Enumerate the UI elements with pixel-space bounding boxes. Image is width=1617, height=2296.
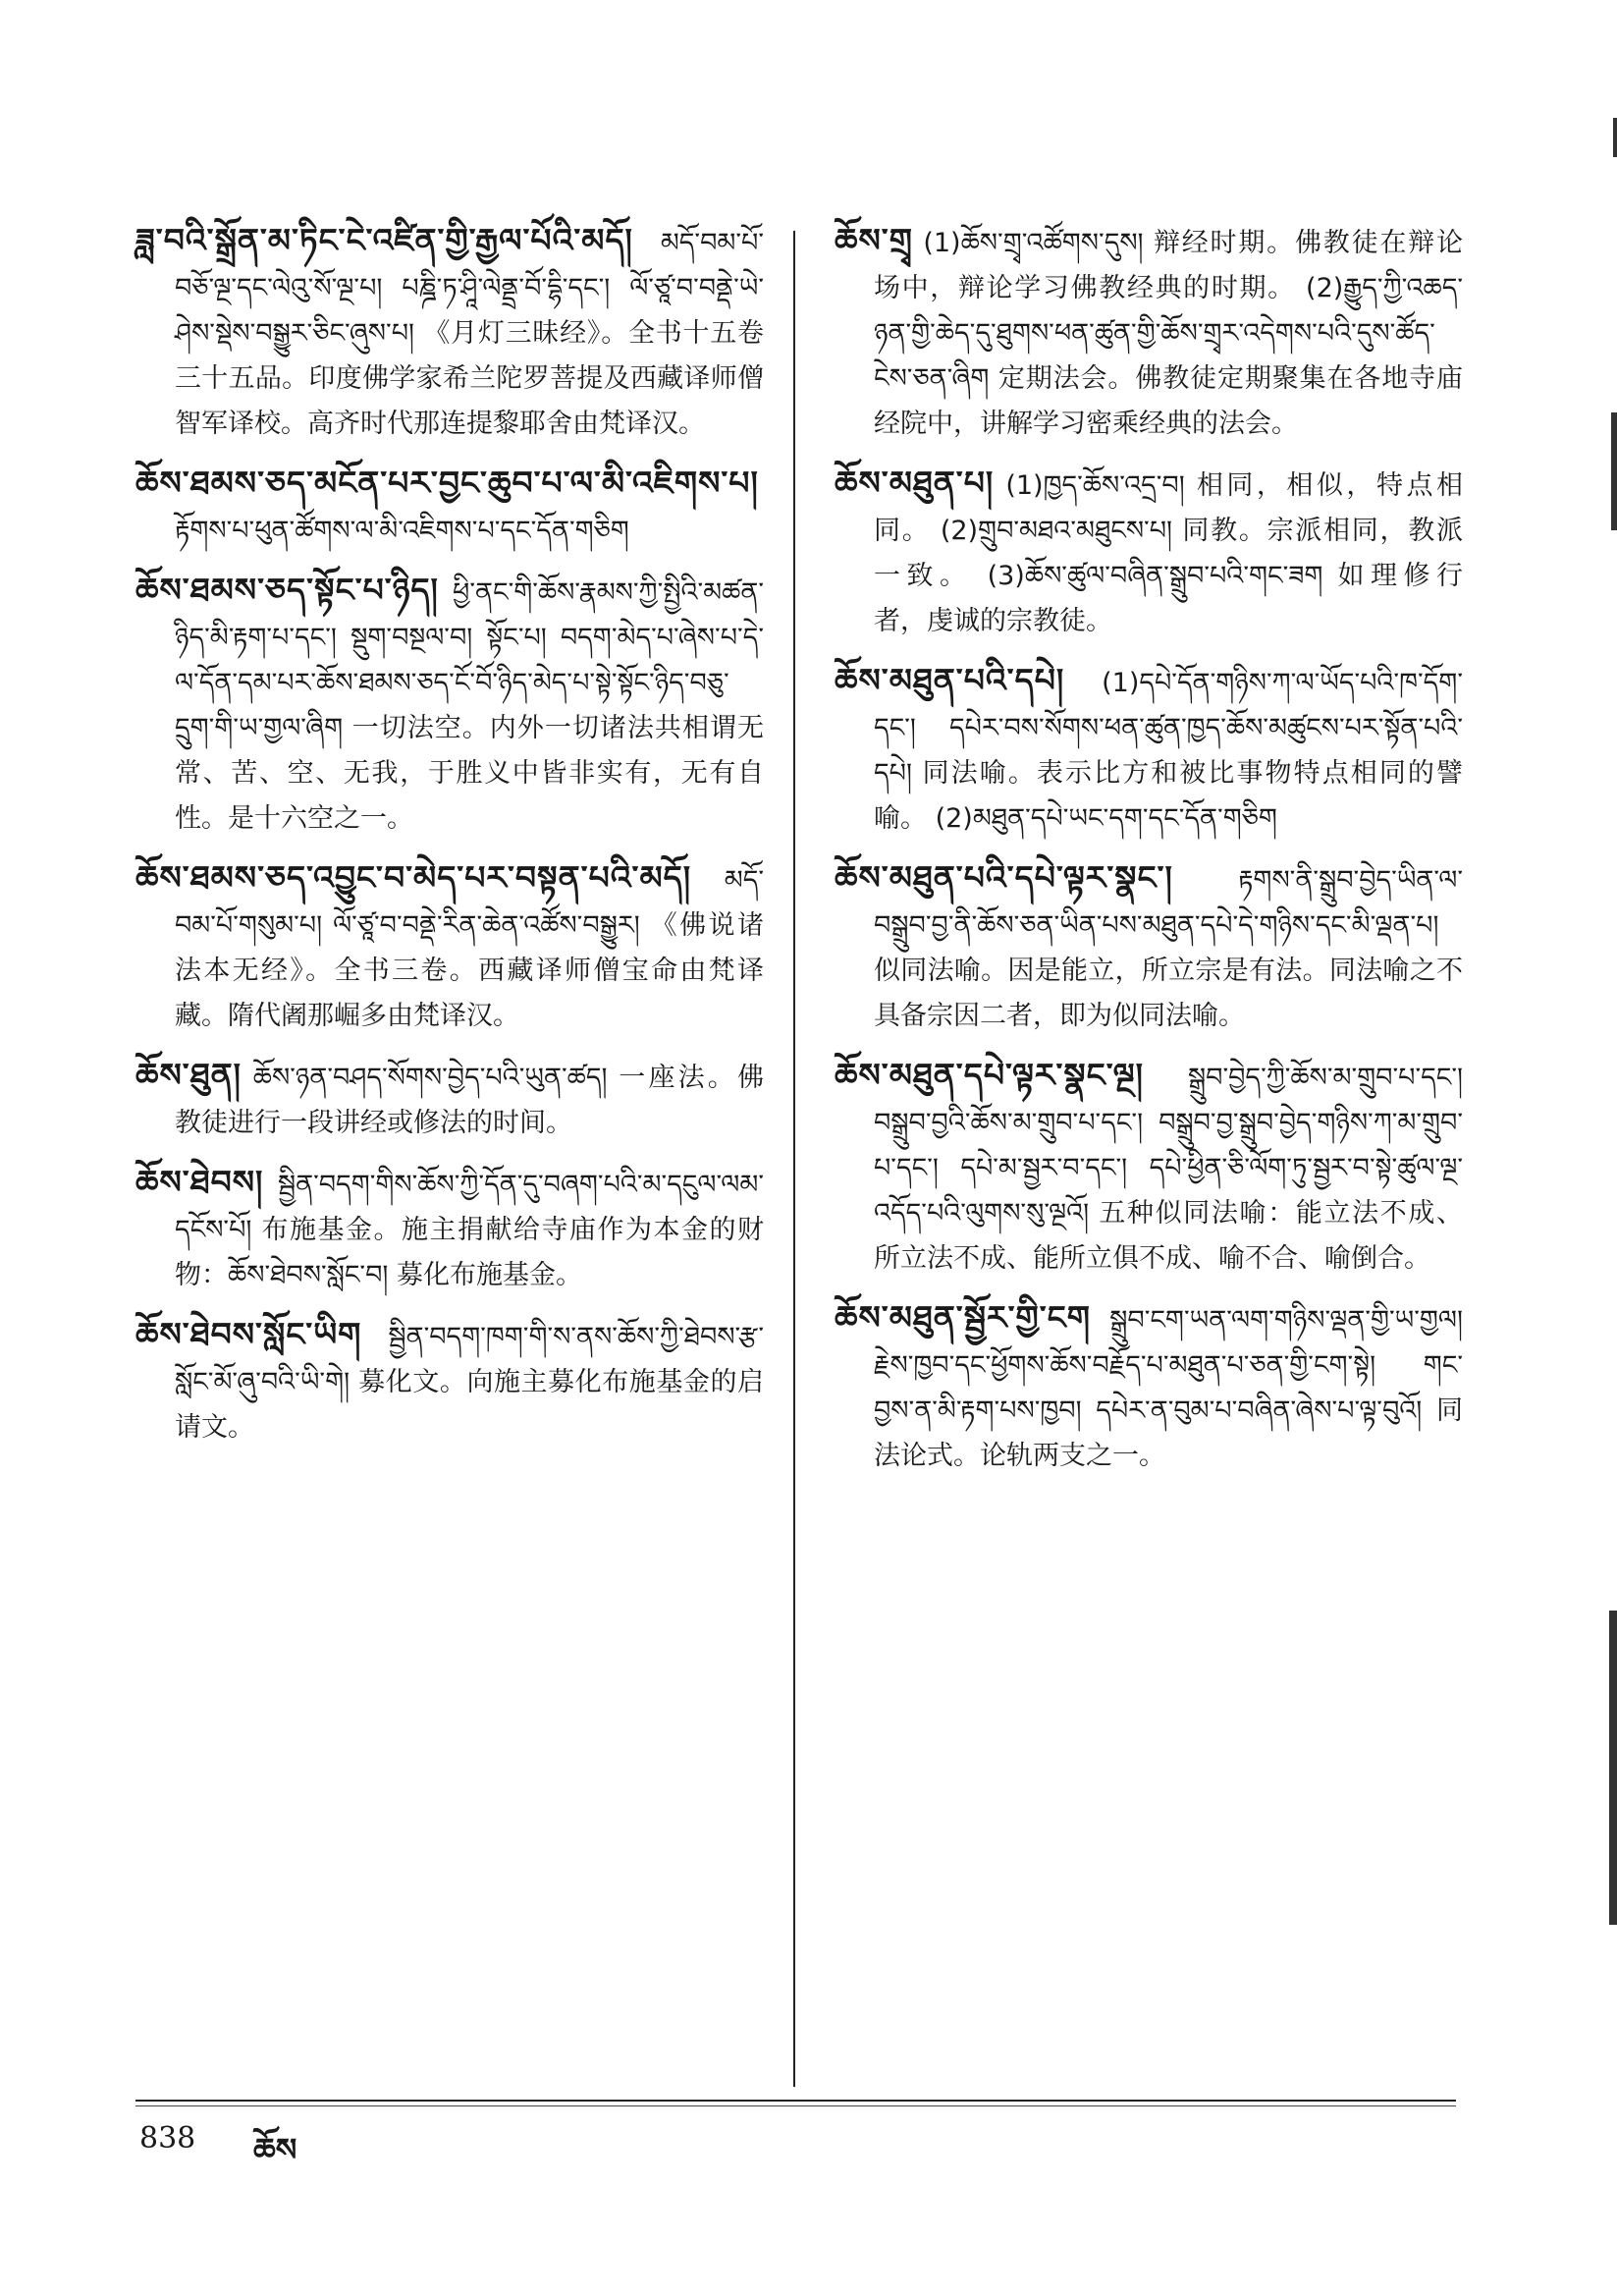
dictionary-entry — [135, 855, 764, 1039]
entry-definition-chinese: 似同法喻。因是能立，所立宗是有法。同法喻之不具备宗因二者，即为似同法喻。 — [874, 956, 1463, 1031]
entry-definition-tibetan: ཆོས་ཉན་བཤད་སོགས་བྱེད་པའི་ཡུན་ཚད། — [252, 1063, 608, 1093]
dictionary-entry — [835, 1053, 1463, 1282]
entry-headword: ཆོས་མཐུན་པའི་དཔེ་ལྟར་སྣང་། — [835, 858, 1173, 897]
page-number: 838 — [139, 2121, 196, 2156]
entry-definition-tibetan: སྒྲུབ་བྱེད་ཀྱི་ཆོས་མ་གྲུབ་པ་དང་། བསྒྲུབ་བྱའི་ཆོས་མ་གྲུབ་པ་དང་། བསྒྲུབ་བྱ་སྒྲུབ་བྱེད་གཉིས་ཀ་མ་གྲུབ་པ་དང་། དཔེ་མ་སྦྱར་བ་དང་། དཔེ་ཕྱིན་ཅི་ལོག་ཏུ་སྦྱར་བ་སྟེ་ཚུལ་ལྔ་འདོད་པའི་ལུགས་སུ་ལྔའོ། — [874, 1063, 1463, 1229]
dictionary-entry — [135, 1160, 764, 1298]
entry-definition-tibetan: (1)ཁྱད་ཆོས་འདྲ་བ། — [1005, 470, 1185, 501]
entry-definition-chinese: 同法论式。论轨两支之一。 — [874, 1395, 1463, 1471]
entry-definition-chinese-2: 定期法会。佛教徒定期聚集在各地寺庙经院中，讲解学习密乘经典的法会。 — [874, 363, 1463, 439]
entry-headword: ཆོས་ཐེབས་སློང་ཡིག — [135, 1315, 362, 1353]
entry-headword: ཆོས་ཐམས་ཅད་སྟོང་པ་ཉིད། — [135, 571, 439, 609]
dictionary-entry — [835, 1295, 1463, 1479]
entry-definition-tibetan: (1)དཔེ་དོན་གཉིས་ཀ་ལ་ཡོད་པའི་ཁ་དོག་དང་། དཔེར་བས་སོགས་ཕན་ཚུན་ཁྱད་ཆོས་མཚུངས་པར་སྟོན་པའི་དཔེ། — [874, 668, 1463, 789]
entry-headword: ཆོས་མཐུན་པའི་དཔེ། — [835, 661, 1065, 699]
entry-definition-tibetan-2: (2)མཐུན་དཔེ་ཡང་དག་དང་དོན་གཅིག — [935, 803, 1277, 834]
entry-definition-tibetan: རྟགས་ནི་སྒྲུབ་བྱེད་ཡིན་ལ་བསྒྲུབ་བྱ་ནི་ཆོས་ཅན་ཡིན་པས་མཐུན་དཔེ་དེ་གཉིས་དང་མི་ལྡན་པ། — [874, 865, 1463, 941]
dictionary-entry — [835, 218, 1463, 447]
scan-edge-mark — [1613, 118, 1617, 157]
entry-definition-chinese: 五种似同法喻：能立法不成、所立法不成、能所立俱不成、喻不合、喻倒合。 — [874, 1198, 1463, 1274]
entry-headword: ཆོས་ཐུན། — [135, 1056, 242, 1094]
entry-definition-chinese: 布施基金。施主捐献给寺庙作为本金的财物：ཆོས་ཐེབས་སློང་བ། 募化布施基金。 — [175, 1215, 765, 1290]
entry-definition-tibetan-3: (3)ཆོས་ཚུལ་བཞིན་སྒྲུབ་པའི་གང་ཟག — [987, 561, 1323, 591]
entry-definition-chinese: 《佛说诸法本无经》。全书三卷。西藏译师僧宝命由梵译藏。隋代阇那崛多由梵译汉。 — [175, 910, 764, 1031]
entry-definition-tibetan: (1)ཆོས་གྲྭ་འཚོགས་དུས། — [923, 228, 1144, 258]
entry-definition-chinese: 《月灯三昧经》。全书十五卷三十五品。印度佛学家希兰陀罗菩提及西藏译师僧智军译校。高齐时代那连提黎耶舍由梵译汉。 — [175, 318, 765, 439]
right-column — [835, 218, 1463, 1493]
entry-definition-tibetan: མདོ་བམ་པོ་གསུམ་པ། ལོ་ཙཱ་བ་བནྡེ་རིན་ཆེན་འཚོས་བསྒྱུར། — [175, 865, 764, 941]
entry-definition-tibetan: སྒྲུབ་ངག་ཡན་ལག་གཉིས་ལྡན་གྱི་ཡ་གྱལ། རྗེས་ཁྱབ་དང་ཕྱོགས་ཆོས་བརྗོད་པ་མཐུན་པ་ཅན་གྱི་ངག་སྟེ། གང་བྱས་ན་མི་རྟག་པས་ཁྱབ། དཔེར་ན་བུམ་པ་བཞིན་ཞེས་པ་ལྟ་བུའོ། — [874, 1305, 1463, 1426]
column-divider — [793, 231, 795, 2087]
entry-definition-chinese: 辩经时期。佛教徒在辩论场中，辩论学习佛教经典的时期。 — [874, 228, 1463, 303]
entry-definition-tibetan: སྦྱིན་བདག་གིས་ཆོས་ཀྱི་དོན་དུ་བཞག་པའི་མ་དངུལ་ལམ་དངོས་པོ། — [175, 1170, 764, 1245]
entry-definition-tibetan: སྦྱིན་བདག་ཁག་གི་ས་ནས་ཆོས་ཀྱི་ཐེབས་རྩ་སློང་མོ་ཞུ་བའི་ཡི་གེ། — [175, 1322, 764, 1397]
entry-headword: ཆོས་ཐེབས། — [135, 1163, 264, 1201]
entry-definition-chinese: 募化文。向施主募化布施基金的启请文。 — [175, 1367, 764, 1443]
entry-headword: ཆོས་མཐུན་སྦྱོར་གྱི་ངག — [835, 1298, 1091, 1337]
footer-rule-thin — [135, 2105, 1456, 2106]
entry-definition-tibetan-2: (2)རྒྱུད་ཀྱི་འཆད་ཉན་གྱི་ཆེད་དུ་ཐུགས་ཕན་ཚུན་གྱི་ཆོས་གྲྭར་འདེགས་པའི་དུས་ཚོད་ངེས་ཅན་ཞིག — [874, 273, 1464, 394]
entry-headword: ཆོས་མཐུན་པ། — [835, 464, 995, 502]
scan-edge-mark — [1609, 1611, 1617, 1925]
running-head-syllable: ཆོས — [253, 2131, 297, 2168]
entry-definition-chinese-2: 同教。宗派相同，教派一致。 — [874, 516, 1464, 591]
dictionary-entry — [835, 855, 1463, 1039]
entry-definition-tibetan: མདོ་བམ་པོ་བཅོ་ལྔ་དང་ལེའུ་སོ་ལྔ་པ། པཎྜི་ཏ་ཤཱི་ལེནྡྲ་བོ་དྷི་དང་། ལོ་ཙཱ་བ་བནྡེ་ཡེ་ཤེས་སྡེས་བསྒྱུར་ཅིང་ཞུས་པ། — [175, 228, 764, 349]
entry-definition-tibetan: ཕྱི་ནང་གི་ཆོས་རྣམས་ཀྱི་སྤྱིའི་མཚན་ཉིད་མི་རྟག་པ་དང་། སྡུག་བསྔལ་བ། སྟོང་པ། བདག་མེད་པ་ཞེས་པ་དེ་ལ་དོན་དམ་པར་ཆོས་ཐམས་ཅད་ངོ་བོ་ཉིད་མེད་པ་སྟེ་སྟོང་ཉིད་བཅུ་དྲུག་གི་ཡ་གྱལ་ཞིག — [175, 577, 764, 743]
entry-definition-chinese: 一座法。佛教徒进行一段讲经或修法的时间。 — [175, 1063, 764, 1138]
footer-rule — [135, 2100, 1456, 2102]
entry-definition-chinese: 相同，相似，特点相同。 — [874, 470, 1463, 546]
entry-headword: ཟླ་བའི་སྒྲོན་མ་ཏིང་ངེ་འཛིན་གྱི་རྒྱལ་པོའི་མདོ། — [135, 221, 633, 259]
dictionary-entry — [135, 218, 764, 447]
dictionary-entry — [135, 568, 764, 842]
entry-definition-chinese: 一切法空。内外一切诸法共相谓无常、苦、空、无我，于胜义中皆非实有，无有自性。是十六空之一。 — [175, 713, 764, 834]
dictionary-entry — [135, 1312, 764, 1450]
entry-definition-tibetan-2: (2)གྲུབ་མཐའ་མཐུངས་པ། — [940, 516, 1173, 546]
entry-headword: ཆོས་ཐམས་ཅད་འབྱུང་བ་མེད་པར་བསྟན་པའི་མདོ། — [135, 858, 692, 897]
entry-headword: ཆོས་མཐུན་དཔེ་ལྟར་སྣང་ལྔ། — [835, 1056, 1144, 1094]
dictionary-entry — [835, 658, 1463, 842]
dictionary-entry — [835, 461, 1463, 644]
entry-headword: ཆོས་གྲྭ — [835, 221, 913, 259]
entry-headword: ཆོས་ཐམས་ཅད་མངོན་པར་བྱང་ཆུབ་པ་ལ་མི་འཇིགས་པ། — [135, 464, 759, 502]
entry-definition-tibetan: རྟོགས་པ་ཕུན་ཚོགས་ལ་མི་འཇིགས་པ་དང་དོན་གཅིག — [175, 516, 629, 546]
entry-definition-chinese: 同法喻。表示比方和被比事物特点相同的譬喻。 — [874, 758, 1463, 834]
scan-edge-mark — [1611, 412, 1617, 530]
dictionary-entry — [135, 461, 764, 554]
dictionary-entry — [135, 1053, 764, 1146]
left-column — [135, 218, 764, 1464]
entry-definition-chinese-3: 如理修行者，虔诚的宗教徒。 — [874, 561, 1464, 636]
